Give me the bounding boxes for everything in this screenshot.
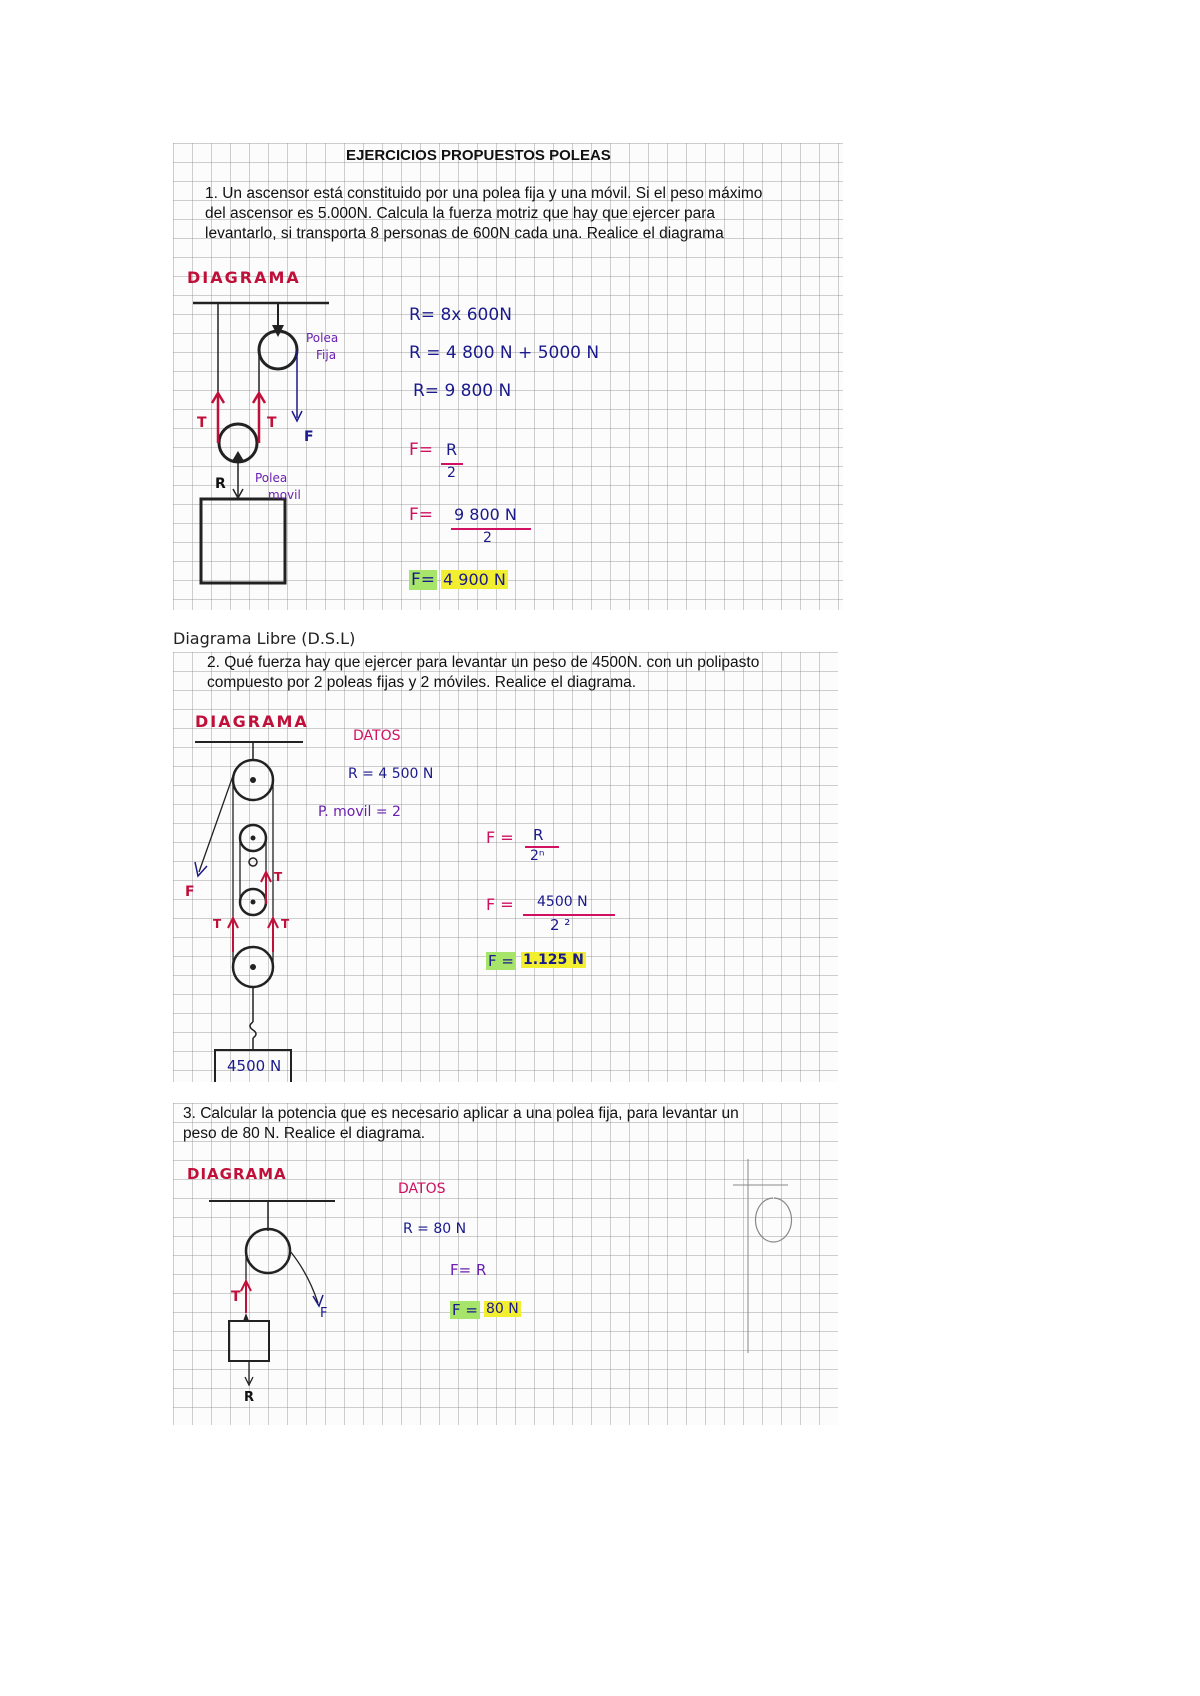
calc-2-f-num-2: 4500 N bbox=[537, 894, 588, 910]
tension-label-2a: T bbox=[274, 870, 283, 884]
force-label-3: F bbox=[320, 1306, 328, 1321]
exercise-1-line-2: del ascensor es 5.000N. Calcula la fuerza motriz que hay que ejercer para bbox=[205, 205, 716, 222]
tension-label-right: T bbox=[267, 415, 277, 431]
tension-label-2b: T bbox=[213, 917, 222, 931]
resistance-label-1: R bbox=[215, 476, 226, 492]
tension-label-left: T bbox=[197, 415, 207, 431]
calc-2-result-eq: F = bbox=[488, 952, 514, 970]
calc-1-line-2: R = 4 800 N + 5000 N bbox=[409, 343, 600, 363]
fixed-pulley-label-1: Polea bbox=[306, 331, 339, 345]
calc-1-line-3: R= 9 800 N bbox=[413, 381, 512, 401]
exercise-2-line-1: 2. Qué fuerza hay que ejercer para levantar un peso de 4500N. con un polipasto bbox=[207, 654, 760, 671]
diagram-label-2: DIAGRAMA bbox=[195, 712, 309, 731]
calc-1-f-num-1: R bbox=[446, 440, 458, 459]
data-p-2: P. movil = 2 bbox=[318, 804, 401, 820]
calc-2-f-eq-2: F = bbox=[486, 895, 514, 914]
calc-2-f-num-1: R bbox=[533, 826, 544, 844]
force-label-1: F bbox=[304, 429, 314, 445]
tension-label-2c: T bbox=[281, 917, 290, 931]
exercise-2-panel bbox=[173, 652, 838, 1082]
datos-label-3: DATOS bbox=[398, 1181, 446, 1197]
calc-2-f-den-2: 2 ² bbox=[550, 916, 571, 934]
calc-2-result: 1.125 N bbox=[523, 952, 584, 968]
exercise-3-line-1: 3. Calcular la potencia que es necesario aplicar a una polea fija, para levantar un bbox=[183, 1105, 739, 1122]
calc-1-f-den-1: 2 bbox=[447, 465, 456, 481]
pulley-diagram-3 bbox=[173, 1103, 838, 1425]
calc-2-f-den-1: 2ⁿ bbox=[530, 848, 545, 864]
force-label-2: F bbox=[185, 884, 195, 900]
calc-1-result: 4 900 N bbox=[443, 570, 506, 589]
diagram-label-1: DIAGRAMA bbox=[187, 268, 301, 287]
calc-1-f-den-2: 2 bbox=[483, 530, 492, 546]
tension-label-3: T bbox=[231, 1289, 241, 1305]
calc-1-f-eq-1: F= bbox=[409, 440, 434, 460]
fixed-pulley-label-2: Fija bbox=[316, 348, 337, 362]
pulley-diagram-2 bbox=[173, 652, 838, 1082]
calc-1-f-eq-2: F= bbox=[409, 505, 434, 525]
resistance-label-3: R bbox=[244, 1390, 255, 1405]
data-r-3: R = 80 N bbox=[403, 1221, 467, 1237]
free-diagram-caption: Diagrama Libre (D.S.L) bbox=[173, 629, 356, 648]
mobile-pulley-label-1: Polea bbox=[255, 471, 288, 485]
exercise-3-line-2: peso de 80 N. Realice el diagrama. bbox=[183, 1125, 426, 1142]
calc-1-f-num-2: 9 800 N bbox=[454, 505, 517, 524]
exercise-1-line-3: levantarlo, si transporta 8 personas de 600N cada una. Realice el diagrama bbox=[205, 225, 724, 242]
page-title: EJERCICIOS PROPUESTOS POLEAS bbox=[346, 147, 611, 164]
mobile-pulley-label-2: movil bbox=[268, 488, 301, 502]
data-r-2: R = 4 500 N bbox=[348, 766, 434, 782]
exercise-1-panel bbox=[173, 143, 843, 610]
exercise-2-line-2: compuesto por 2 poleas fijas y 2 móviles. Realice el diagrama. bbox=[207, 674, 637, 691]
formula-3: F= R bbox=[450, 1261, 487, 1279]
calc-2-f-eq-1: F = bbox=[486, 828, 514, 847]
diagram-label-3: DIAGRAMA bbox=[187, 1165, 287, 1183]
calc-3-result: 80 N bbox=[486, 1301, 519, 1317]
exercise-3-panel bbox=[173, 1103, 838, 1425]
pulley-diagram-1 bbox=[173, 143, 843, 610]
calc-1-line-1: R= 8x 600N bbox=[409, 305, 512, 325]
exercise-1-line-1: 1. Un ascensor está constituido por una polea fija y una móvil. Si el peso máximo bbox=[205, 185, 763, 202]
datos-label-2: DATOS bbox=[353, 728, 401, 744]
weight-label-2: 4500 N bbox=[227, 1057, 282, 1075]
calc-3-result-eq: F = bbox=[452, 1301, 478, 1319]
calc-1-result-eq: F= bbox=[411, 570, 436, 590]
